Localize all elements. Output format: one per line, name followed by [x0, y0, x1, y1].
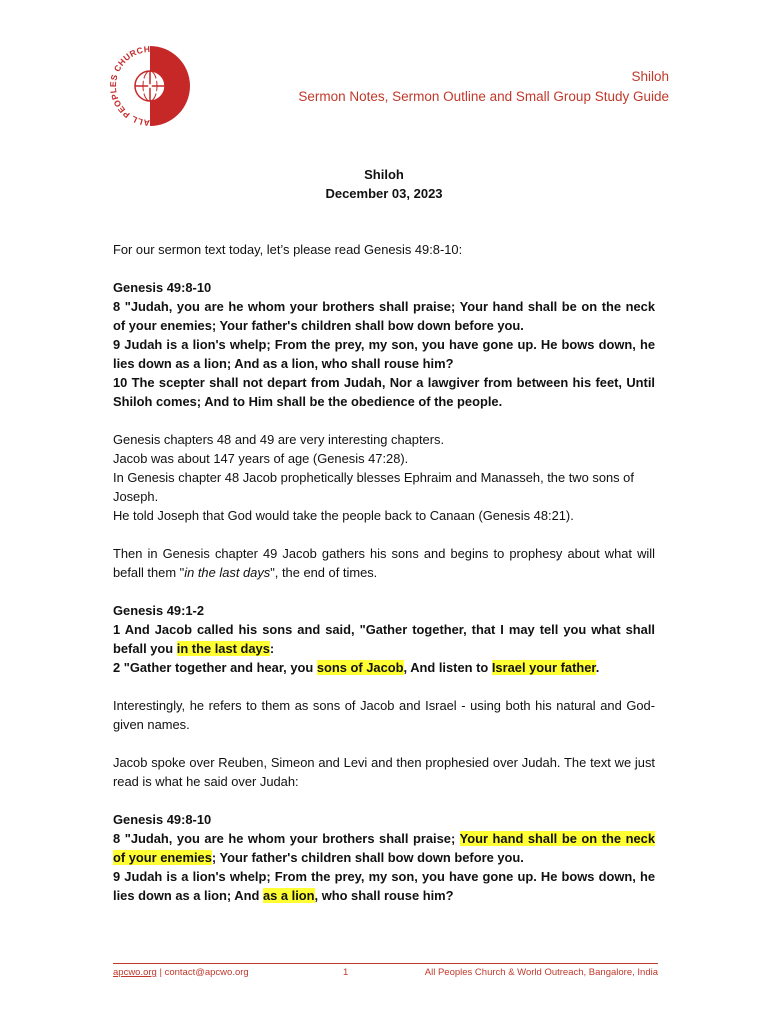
verse-2: 2 "Gather together and hear, you sons of Jacob, And listen to Israel your father. — [113, 660, 600, 675]
footer-contact: apcwo.org | contact@apcwo.org — [113, 967, 249, 978]
header-title: Shiloh — [631, 69, 669, 84]
document-title-block — [0, 165, 768, 203]
verse-1: 1 And Jacob called his sons and said, "Gather together, that I may tell you what shall befall you in the last days: — [113, 622, 655, 656]
emphasis: in the last days — [184, 565, 271, 580]
verse-9: 9 Judah is a lion's whelp; From the prey, my son, you have gone up. He bows down, he lies down as a lion; And as a lion, who shall rouse him? — [113, 337, 655, 371]
paragraph: Then in Genesis chapter 49 Jacob gathers his sons and begins to prophesy about what will befall them "in the last days", the end of times. — [113, 546, 655, 580]
highlight: as a lion — [262, 888, 315, 903]
paragraph: Genesis chapters 48 and 49 are very interesting chapters. — [113, 432, 445, 447]
church-logo — [108, 44, 192, 128]
email-address: contact@apcwo.org — [164, 967, 249, 978]
paragraph: In Genesis chapter 48 Jacob prophetically blesses Ephraim and Manasseh, the two sons of Joseph. — [113, 470, 634, 504]
logo-text: ALL PEOPLES CHURCH — [108, 44, 151, 128]
scripture-reference: Genesis 49:8-10 — [113, 280, 212, 295]
document-title: Shiloh — [364, 167, 404, 182]
highlight: Israel your father — [491, 660, 596, 675]
document-date: December 03, 2023 — [325, 186, 443, 201]
highlight: in the last days — [176, 641, 270, 656]
paragraph: Interestingly, he refers to them as sons of Jacob and Israel - using both his natural and God-given names. — [113, 698, 655, 732]
header-subtitle: Sermon Notes, Sermon Outline and Small Group Study Guide — [298, 89, 669, 104]
verse-8: 8 "Judah, you are he whom your brothers shall praise; Your hand shall be on the neck of your enemies; Your father's children shall bow down before you. — [113, 831, 655, 865]
page-footer — [113, 963, 658, 978]
verse-9: 9 Judah is a lion's whelp; From the prey, my son, you have gone up. He bows down, he lies down as a lion; And as a lion, who shall rouse him? — [113, 869, 655, 903]
highlight: sons of Jacob — [316, 660, 404, 675]
page-number: 1 — [343, 967, 349, 978]
paragraph: Jacob spoke over Reuben, Simeon and Levi and then prophesied over Judah. The text we just read is what he said over Judah: — [113, 755, 655, 789]
intro-paragraph: For our sermon text today, let’s please read Genesis 49:8-10: — [113, 242, 463, 257]
footer-organization: All Peoples Church & World Outreach, Bangalore, India — [424, 967, 658, 978]
verse-8: 8 "Judah, you are he whom your brothers shall praise; Your hand shall be on the neck of your enemies; Your father's children shall bow down before you. — [113, 299, 655, 333]
highlight: Your hand shall be on the neck of your enemies — [113, 831, 655, 865]
verse-10: 10 The scepter shall not depart from Judah, Nor a lawgiver from between his feet, Until Shiloh comes; And to Him shall be the obedience of the people. — [113, 375, 655, 409]
scripture-reference: Genesis 49:1-2 — [113, 603, 205, 618]
page-header — [298, 67, 669, 107]
paragraph: He told Joseph that God would take the people back to Canaan (Genesis 48:21). — [113, 508, 574, 523]
document-body — [113, 240, 655, 905]
paragraph: Jacob was about 147 years of age (Genesis 47:28). — [113, 451, 409, 466]
website-link[interactable]: apcwo.org — [113, 967, 157, 978]
scripture-reference: Genesis 49:8-10 — [113, 812, 212, 827]
